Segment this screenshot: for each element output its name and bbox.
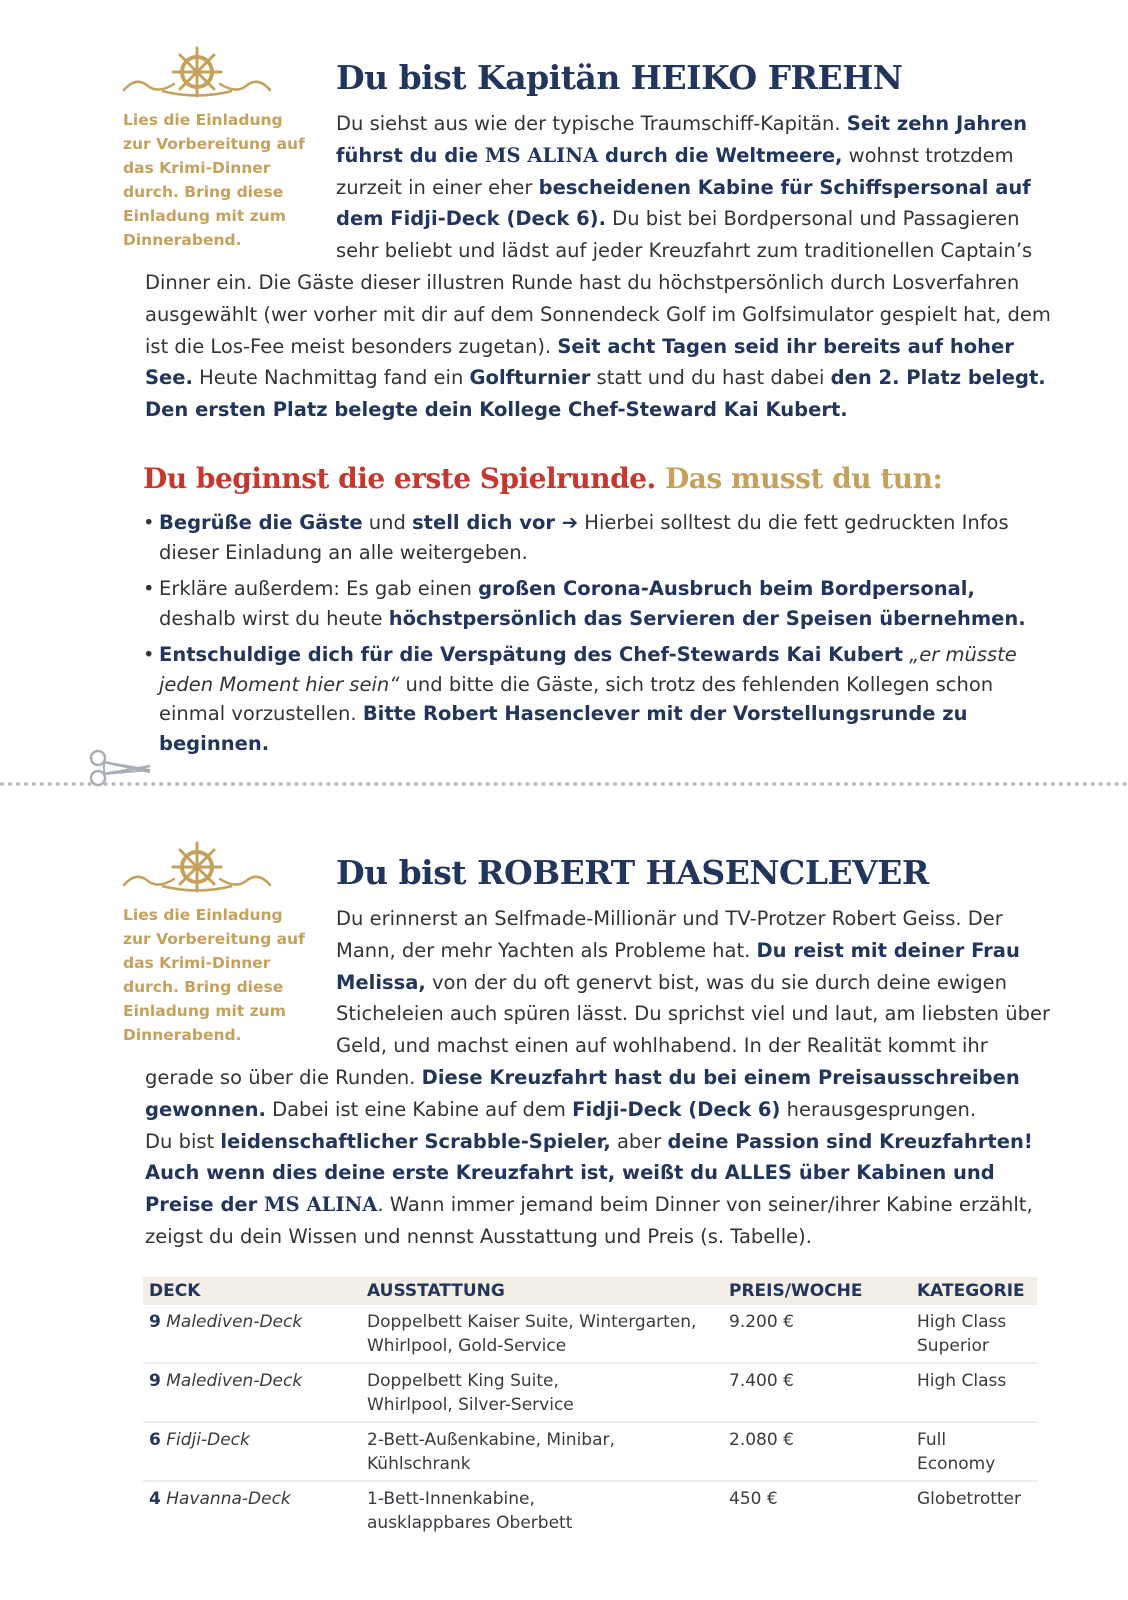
preis-cell: 450 € bbox=[729, 1489, 778, 1509]
round-heading: Du beginnst die erste Spielrunde. Das musst du tun: bbox=[143, 462, 943, 495]
deck-cell: 9 Malediven-Deck bbox=[143, 1363, 361, 1422]
kategorie-cell: Globetrotter bbox=[917, 1489, 1022, 1509]
ausstattung-cell: Doppelbett Kaiser Suite, Wintergarten, Whirlpool, Gold-Service bbox=[361, 1305, 723, 1363]
preis-cell: 2.080 € bbox=[723, 1422, 911, 1481]
table-row bbox=[143, 1422, 1037, 1481]
list-item: • Erkläre außerdem: Es gab einen großen Corona-Ausbruch beim Bordpersonal, deshalb wirst du heute höchstpersönlich das Servieren der Speisen übernehmen. bbox=[143, 574, 1053, 633]
ship-name: MS ALINA bbox=[264, 1193, 378, 1217]
list-item: • Entschuldige dich für die Verspätung des Chef-Stewards Kai Kubert „er müsste jeden Moment hier sein“ und bitte die Gäste, sich trotz des fehlenden Kollegen schon einmal vorzustellen. Bitte Robert Hasenclever mit der Vorstellungsrunde zu beginnen. bbox=[143, 640, 1053, 758]
character-title: Du bist Kapitän HEIKO FREHN bbox=[336, 58, 903, 97]
task-list bbox=[143, 508, 1053, 765]
ship-wheel-icon bbox=[122, 841, 272, 893]
table-row bbox=[143, 1363, 1037, 1422]
table-row bbox=[143, 1481, 1037, 1539]
column-header-preis: PREIS/WOCHE bbox=[723, 1277, 911, 1305]
kategorie-cell: High Class Superior bbox=[911, 1305, 1037, 1363]
cabin-table bbox=[143, 1277, 1037, 1539]
cut-line bbox=[0, 782, 1128, 786]
character-description: Du siehst aus wie der typische Traumschiff-Kapitän. Seit zehn Jahren führst du die MS ALINA durch die Weltmeere, wohnst trotzdem zurzeit in einer eher bescheidenen Kabine für Schiffspersonal auf dem Fidji-Deck (Deck 6). Du bist bei Bordpersonal und Passagieren sehr beliebt und lädst auf jeder Kreuzfahrt zum traditionellen Captain’s Dinner ein. Die Gäste dieser illustren Runde hast du höchstpersönlich durch Losverfahren ausgewählt (wer vorher mit dir auf dem Sonnendeck Golf im Golfsimulator gespielt hat, dem ist die Los-Fee meist besonders zugetan). Seit acht Tagen seid ihr bereits auf hoher See. Heute Nachmittag fand ein Golfturnier statt und du hast dabei den 2. Platz belegt. Den ersten Platz belegte dein Kollege Chef-Steward Kai Kubert. bbox=[145, 112, 1051, 422]
column-header-deck: DECK bbox=[143, 1277, 361, 1305]
ausstattung-cell: 1-Bett-Innenkabine, ausklappbares Oberbett bbox=[367, 1489, 573, 1533]
ausstattung-cell: Doppelbett King Suite, Whirlpool, Silver-Service bbox=[361, 1363, 723, 1422]
sidenote: Lies die Einladung zur Vorbereitung auf das Krimi-Dinner durch. Bring diese Einladung mit zum Dinnerabend. bbox=[123, 906, 305, 1044]
preis-cell: 7.400 € bbox=[723, 1363, 911, 1422]
ship-name: MS ALINA bbox=[484, 143, 599, 167]
scissors-icon bbox=[88, 748, 154, 788]
table-header-row bbox=[143, 1277, 1037, 1305]
character-description: Du erinnerst an Selfmade-Millionär und TV-Protzer Robert Geiss. Der Mann, der mehr Yachten als Probleme hat. Du reist mit deiner Frau Melissa, von der du oft genervt bist, was du sie durch deine ewigen Sticheleien auch spüren lässt. Du sprichst viel und laut, am liebsten über Geld, und machst einen auf wohlhabend. In der Realität kommt ihr gerade so über die Runden. Diese Kreuzfahrt hast du bei einem Preisausschreiben gewonnen. Dabei ist eine Kabine auf dem Fidji-Deck (Deck 6) herausgesprungen. Du bist leidenschaftlicher Scrabble-Spieler, aber deine Passion sind Kreuzfahrten! Auch wenn dies deine erste Kreuzfahrt ist, weißt du ALLES über Kabinen und Preise der MS ALINA. Wann immer jemand beim Dinner von seiner/ihrer Kabine erzählt, zeigst du dein Wissen und nennst Ausstattung und Preis (s. Tabelle). bbox=[145, 907, 1050, 1248]
deck-cell: 4 Havanna-Deck bbox=[149, 1489, 291, 1509]
column-header-ausstattung: AUSSTATTUNG bbox=[361, 1277, 723, 1305]
column-header-kategorie: KATEGORIE bbox=[911, 1277, 1037, 1305]
deck-cell: 9 Malediven-Deck bbox=[143, 1305, 361, 1363]
preis-cell: 9.200 € bbox=[723, 1305, 911, 1363]
deck-cell: 6 Fidji-Deck bbox=[143, 1422, 361, 1481]
list-item: • Begrüße die Gäste und stell dich vor ➔ Hierbei solltest du die fett gedruckten Infos dieser Einladung an alle weitergeben. bbox=[143, 508, 1053, 567]
table-row bbox=[143, 1305, 1037, 1363]
kategorie-cell: Full Economy bbox=[911, 1422, 1037, 1481]
ship-wheel-icon bbox=[122, 46, 272, 98]
character-title: Du bist ROBERT HASENCLEVER bbox=[336, 853, 929, 892]
ausstattung-cell: 2-Bett-Außenkabine, Minibar, Kühlschrank bbox=[361, 1422, 723, 1481]
kategorie-cell: High Class bbox=[911, 1363, 1037, 1422]
sidenote: Lies die Einladung zur Vorbereitung auf das Krimi-Dinner durch. Bring diese Einladung mit zum Dinnerabend. bbox=[123, 111, 305, 249]
